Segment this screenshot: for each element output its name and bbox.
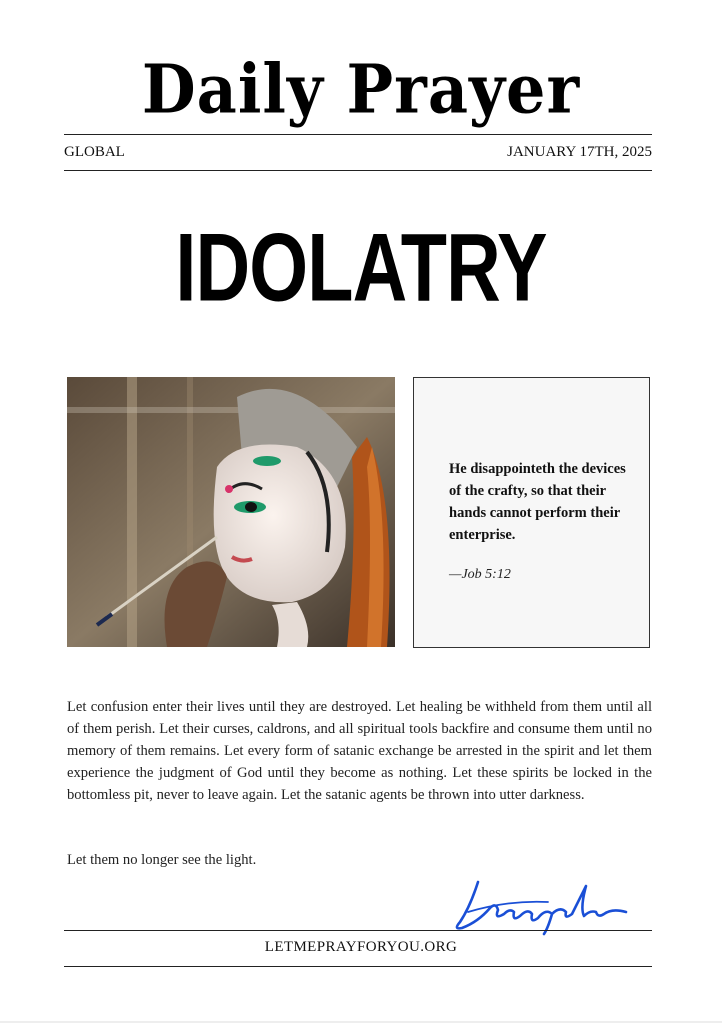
divider-footer-bottom [64,966,652,967]
date-label: JANUARY 17TH, 2025 [507,144,652,160]
scripture-quote-text: He disappointeth the devices of the crafty, so that their hands cannot perform their enterprise. [449,461,626,543]
prayer-paragraph-2: Let them no longer see the light. [67,852,257,868]
divider-top [64,134,652,135]
scripture-quote-box [413,377,650,648]
scripture-reference: —Job 5:12 [449,567,511,582]
headline-text: IDOLATRY [175,214,547,322]
signature-image [448,872,628,936]
masthead-title: Daily Prayer [141,50,581,129]
painted-idol-image [67,377,395,647]
divider-dateline [64,170,652,171]
footer-website: LETMEPRAYFORYOU.ORG [264,939,458,955]
divider-footer-top [64,930,652,931]
dateline [64,142,652,162]
headline [0,203,722,333]
prayer-paragraph-1: Let confusion enter their lives until they are destroyed. Let healing be withheld from them until all of them perish. Let their curses, caldrons, and all spiritual tools backfire and consume them until no memory of them remains. Let every form of satanic exchange be arrested in the spirit and let them experience the judgment of God until they become as nothing. Let these spirits be locked in the bottomless pit, never to leave again. Let the satanic agents be thrown into utter darkness. [67,699,652,803]
region-label: GLOBAL [64,144,125,160]
